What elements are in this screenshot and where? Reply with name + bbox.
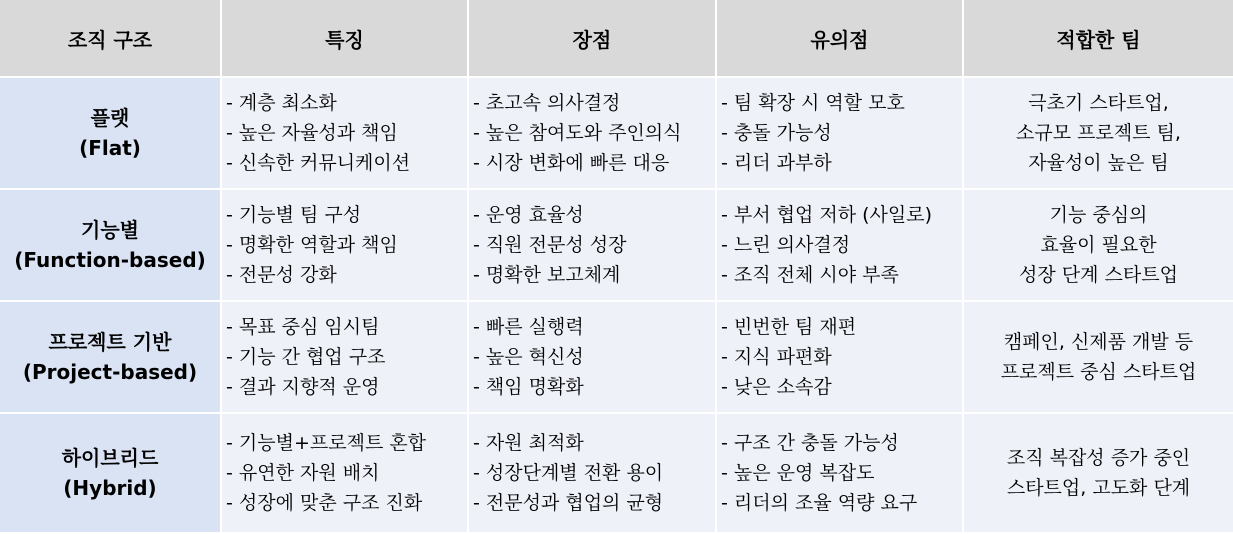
header-org-structure: 조직 구조 (0, 0, 222, 78)
caution-item: - 느린 의사결정 (721, 234, 851, 256)
row-function-pros (469, 190, 717, 302)
row-flat-pros (469, 78, 717, 190)
row-project-features (222, 302, 469, 414)
fit-line: 기능 중심의 (1049, 204, 1148, 226)
row-name-ko: 플랫 (90, 106, 130, 130)
feature-item: - 목표 중심 임시팀 (226, 316, 380, 338)
caution-item: - 높은 운영 복잡도 (721, 462, 875, 484)
feature-item: - 계층 최소화 (226, 92, 337, 114)
row-project-cautions (717, 302, 964, 414)
pro-item: - 시장 변화에 빠른 대응 (473, 152, 670, 174)
pro-item: - 직원 전문성 성장 (473, 234, 627, 256)
feature-item: - 전문성 강화 (226, 264, 337, 286)
caution-item: - 충돌 가능성 (721, 122, 832, 144)
row-function-features (222, 190, 469, 302)
feature-item: - 명확한 역할과 책임 (226, 234, 398, 256)
caution-item: - 리더의 조율 역량 요구 (721, 492, 918, 514)
feature-item: - 기능별+프로젝트 혼합 (226, 432, 427, 454)
row-hybrid-name (0, 414, 222, 534)
caution-item: - 부서 협업 저하 (사일로) (721, 204, 933, 226)
row-function-cautions (717, 190, 964, 302)
feature-item: - 신속한 커뮤니케이션 (226, 152, 411, 174)
feature-item: - 기능별 팀 구성 (226, 204, 362, 226)
caution-item: - 구조 간 충돌 가능성 (721, 432, 899, 454)
row-project-name (0, 302, 222, 414)
fit-line: 성장 단계 스타트업 (1019, 264, 1178, 286)
row-flat-name (0, 78, 222, 190)
feature-item: - 결과 지향적 운영 (226, 376, 380, 398)
row-hybrid-pros (469, 414, 717, 534)
row-name-en: (Function-based) (14, 248, 206, 272)
header-cautions: 유의점 (717, 0, 964, 78)
caution-item: - 리더 과부하 (721, 152, 832, 174)
pro-item: - 초고속 의사결정 (473, 92, 621, 114)
caution-item: - 지식 파편화 (721, 346, 832, 368)
pro-item: - 높은 참여도와 주인의식 (473, 122, 682, 144)
caution-item: - 빈번한 팀 재편 (721, 316, 857, 338)
row-project-fit (964, 302, 1233, 414)
feature-item: - 유연한 자원 배치 (226, 462, 380, 484)
row-name-ko: 하이브리드 (61, 446, 159, 470)
row-function-name (0, 190, 222, 302)
row-function-fit (964, 190, 1233, 302)
fit-line: 조직 복잡성 증가 중인 (1006, 447, 1191, 469)
row-hybrid-features (222, 414, 469, 534)
row-flat-features (222, 78, 469, 190)
row-name-ko: 프로젝트 기반 (48, 330, 172, 354)
fit-line: 자율성이 높은 팀 (1028, 152, 1169, 174)
pro-item: - 자원 최적화 (473, 432, 584, 454)
pro-item: - 책임 명확화 (473, 376, 584, 398)
pro-item: - 전문성과 협업의 균형 (473, 492, 664, 514)
pro-item: - 높은 혁신성 (473, 346, 584, 368)
row-name-en: (Flat) (79, 136, 141, 160)
fit-line: 극초기 스타트업, (1028, 92, 1169, 114)
row-hybrid-cautions (717, 414, 964, 534)
header-pros: 장점 (469, 0, 717, 78)
pro-item: - 빠른 실행력 (473, 316, 584, 338)
row-project-pros (469, 302, 717, 414)
feature-item: - 성장에 맞춘 구조 진화 (226, 492, 423, 514)
fit-line: 효율이 필요한 (1040, 234, 1157, 256)
caution-item: - 조직 전체 시야 부족 (721, 264, 899, 286)
row-name-en: (Project-based) (22, 360, 198, 384)
row-hybrid-fit (964, 414, 1233, 534)
row-name-en: (Hybrid) (63, 476, 157, 500)
fit-line: 소규모 프로젝트 팀, (1016, 122, 1181, 144)
row-name-ko: 기능별 (81, 218, 139, 242)
feature-item: - 기능 간 협업 구조 (226, 346, 386, 368)
fit-line: 캠페인, 신제품 개발 등 (1003, 331, 1194, 353)
header-fit-team: 적합한 팀 (964, 0, 1233, 78)
feature-item: - 높은 자율성과 책임 (226, 122, 398, 144)
header-features: 특징 (222, 0, 469, 78)
row-flat-cautions (717, 78, 964, 190)
pro-item: - 명확한 보고체계 (473, 264, 621, 286)
caution-item: - 팀 확장 시 역할 모호 (721, 92, 905, 114)
caution-item: - 낮은 소속감 (721, 376, 832, 398)
fit-line: 스타트업, 고도화 단계 (1006, 477, 1191, 499)
fit-line: 프로젝트 중심 스타트업 (1000, 361, 1197, 383)
row-flat-fit (964, 78, 1233, 190)
pro-item: - 성장단계별 전환 용이 (473, 462, 664, 484)
pro-item: - 운영 효율성 (473, 204, 584, 226)
